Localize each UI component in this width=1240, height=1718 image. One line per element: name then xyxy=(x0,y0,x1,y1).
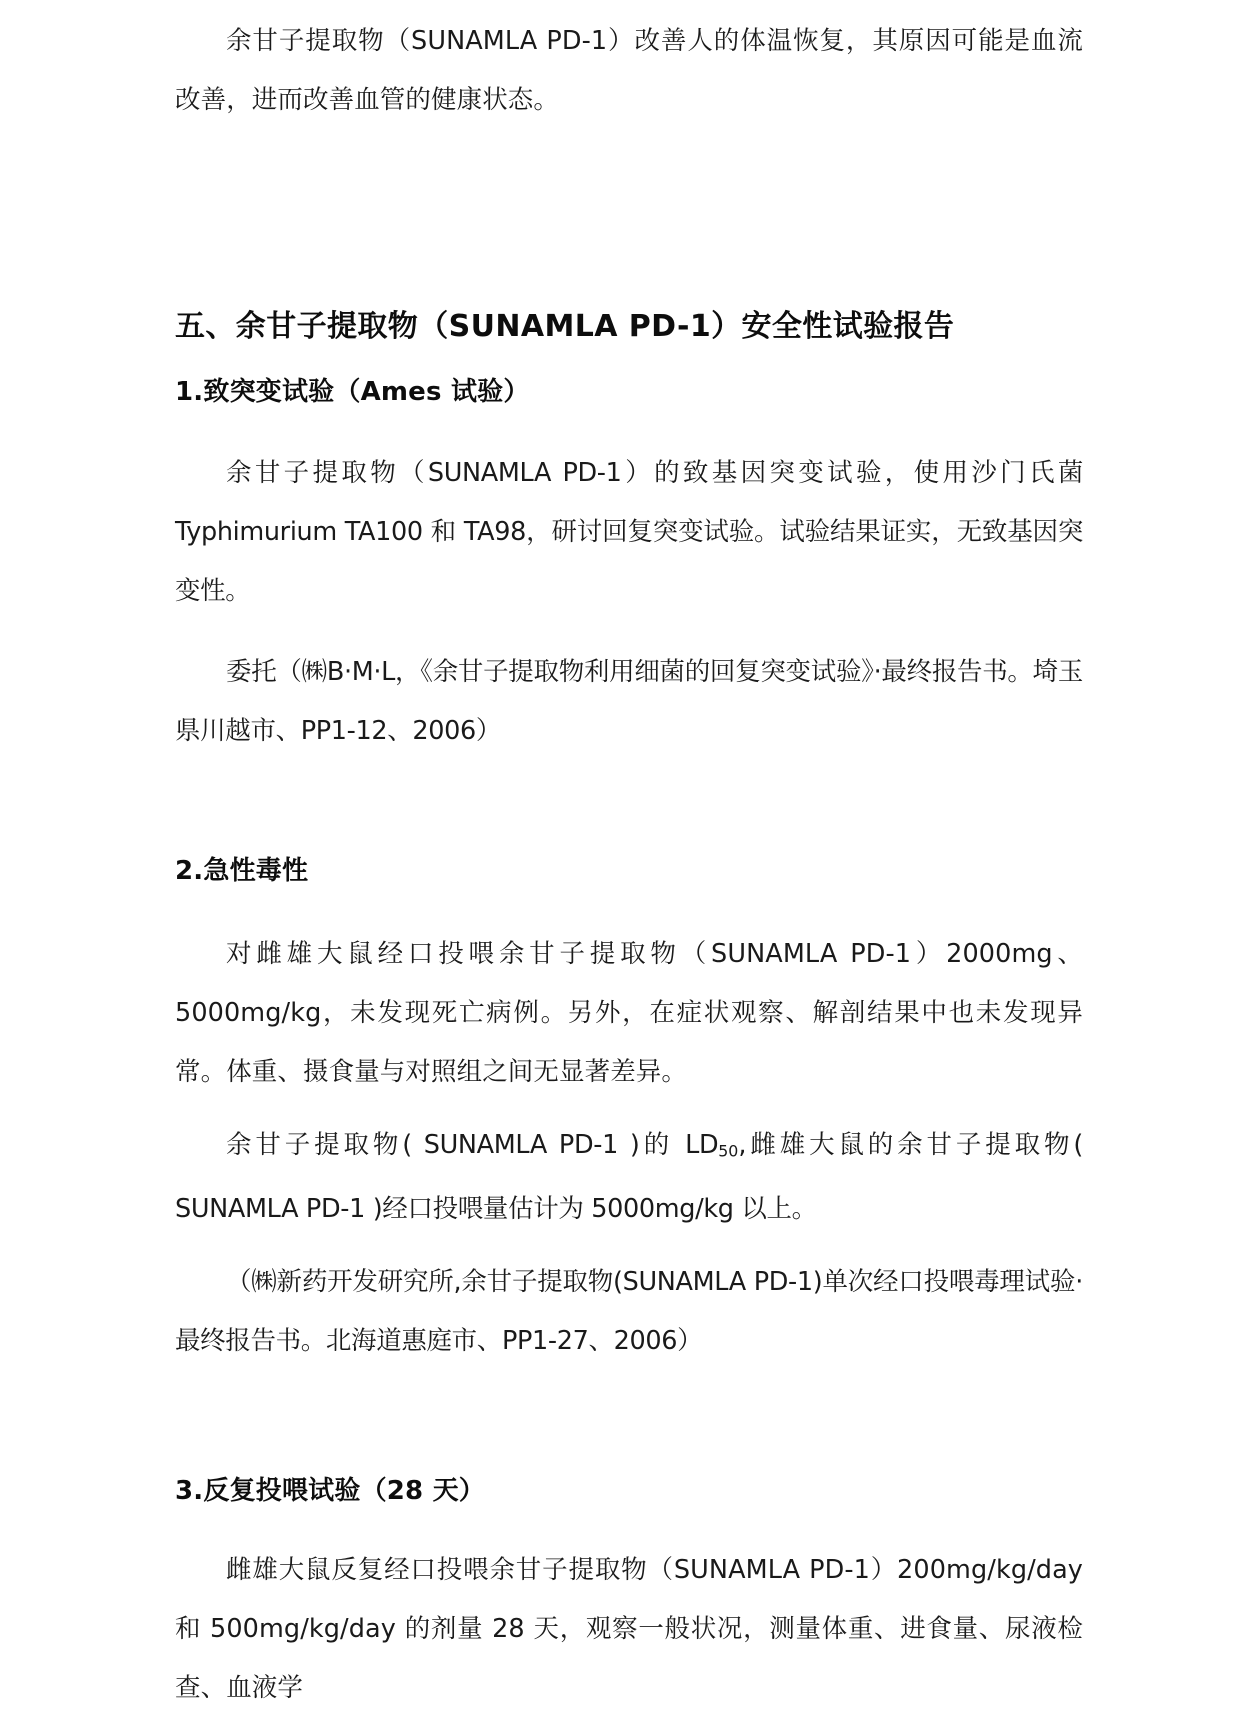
ld50-suffix-text: ,雌雄大鼠的余甘子提取物( SUNAMLA PD-1 )经口投喂量估计为 5000mg/kg 以上。 xyxy=(175,1130,1083,1225)
spacer-after-section-heading xyxy=(175,352,1083,368)
spacer-after-heading-1 xyxy=(175,416,1083,444)
ld50-prefix-text: 余甘子提取物( SUNAMLA PD-1 )的 xyxy=(226,1130,686,1160)
ld50-value xyxy=(685,1130,738,1160)
ames-paragraph-citation: 委托（㈱B·M·L，《余甘子提取物利用细菌的回复突变试验》·最终报告书。埼玉県川越市、PP1-12、2006） xyxy=(175,657,1083,746)
ames-paragraph-method: 余甘子提取物（SUNAMLA PD-1）的致基因突变试验，使用沙门氏菌 Typhimurium TA100 和 TA98，研讨回复突变试验。试验结果证实，无致基因突变性。 xyxy=(175,458,1083,606)
spacer-ames-paragraphs xyxy=(175,621,1083,643)
spacer-acute-paragraphs-a xyxy=(175,1102,1083,1116)
top-spacer xyxy=(175,0,1083,12)
repeated-dose-paragraph: 雌雄大鼠反复经口投喂余甘子提取物（SUNAMLA PD-1）200mg/kg/day 和 500mg/kg/day 的剂量 28 天，观察一般状况，测量体重、进食量、尿液检查、血液学 xyxy=(175,1555,1083,1704)
spacer-after-heading-2 xyxy=(175,895,1083,925)
section-heading-five: 五、余甘子提取物（SUNAMLA PD-1）安全性试验报告 xyxy=(175,309,955,344)
subsection-heading-2-acute-toxicity: 2.急性毒性 xyxy=(175,856,309,886)
ld50-subscript: 50 xyxy=(718,1141,739,1161)
acute-toxicity-paragraph-findings: 对雌雄大鼠经口投喂余甘子提取物（SUNAMLA PD-1）2000mg、5000mg/kg，未发现死亡病例。另外，在症状观察、解剖结果中也未发现异常。体重、摄食量与对照组之间无显著差异。 xyxy=(175,939,1083,1087)
intro-paragraph: 余甘子提取物（SUNAMLA PD-1）改善人的体温恢复，其原因可能是血流改善，进而改善血管的健康状态。 xyxy=(175,26,1083,115)
spacer-after-heading-3 xyxy=(175,1515,1083,1541)
ld50-base: LD xyxy=(685,1130,719,1160)
acute-toxicity-paragraph-ld50 xyxy=(175,1116,1083,1239)
subsection-heading-1-ames: 1.致突变试验（Ames 试验） xyxy=(175,377,530,407)
spacer-acute-paragraphs-b xyxy=(175,1239,1083,1253)
acute-toxicity-paragraph-citation: （㈱新药开发研究所,余甘子提取物(SUNAMLA PD-1)单次经口投喂毒理试验·最终报告书。北海道惠庭市、PP1-27、2006） xyxy=(175,1267,1083,1357)
spacer-before-section-heading xyxy=(175,130,1083,302)
subsection-heading-3-repeated-dose: 3.反复投喂试验（28 天） xyxy=(175,1476,486,1507)
page-content xyxy=(175,0,1083,1718)
spacer-before-heading-2 xyxy=(175,761,1083,847)
spacer-before-heading-3 xyxy=(175,1371,1083,1467)
